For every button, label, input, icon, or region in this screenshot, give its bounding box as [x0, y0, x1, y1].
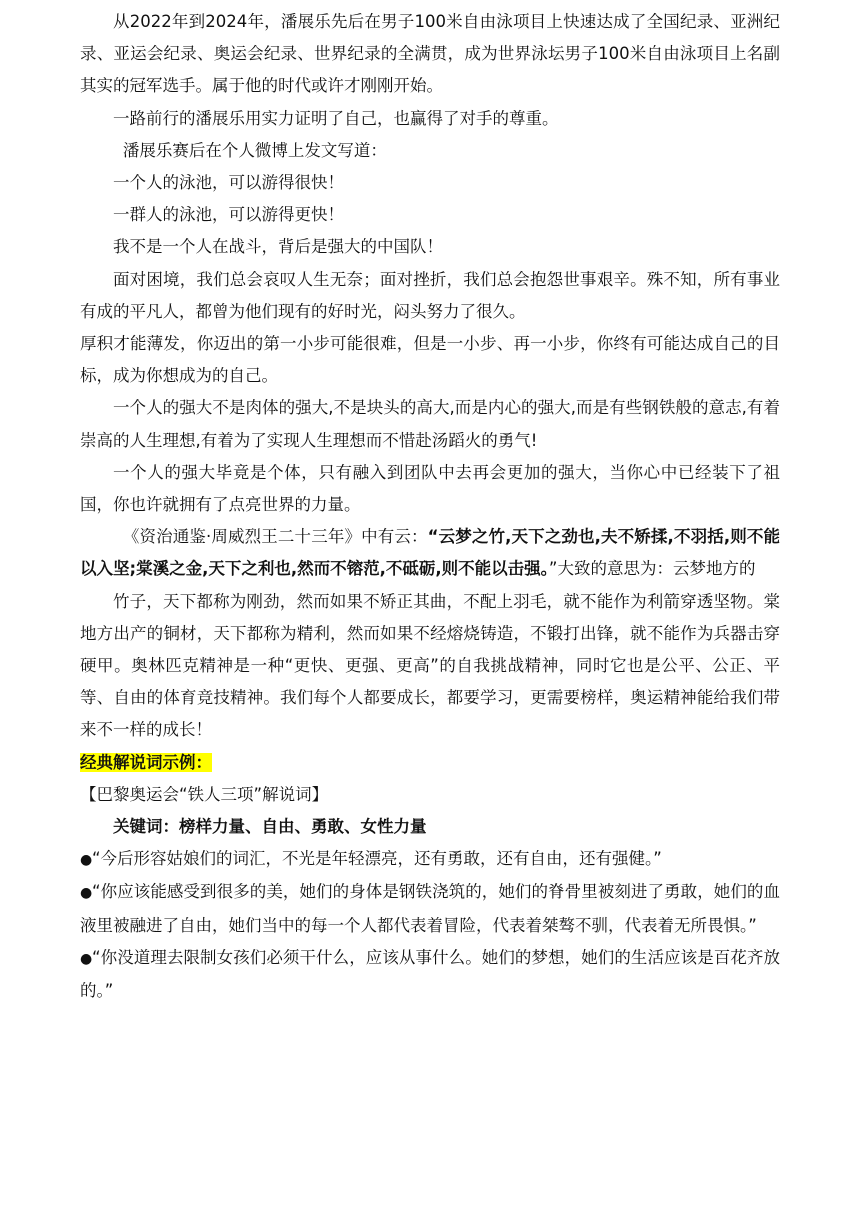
- commentary-quote-1: [80, 843, 780, 876]
- quote-text: “今后形容姑娘们的词汇，不光是年轻漂亮，还有勇敢，还有自由，还有强健。”: [92, 849, 662, 869]
- paragraph-team-strength: 一个人的强大毕竟是个体，只有融入到团队中去再会更加的强大，当你心中已经装下了祖国，你也许就拥有了点亮世界的力量。: [80, 462, 780, 515]
- paragraph-facing-hardship: 面对困境，我们总会哀叹人生无奈；面对挫折，我们总会抱怨世事艰辛。殊不知，所有事业有成的平凡人，都曾为他们现有的好时光，闷头努力了很久。: [80, 269, 780, 321]
- quote-text: “你应该能感受到很多的美，她们的身体是钢铁浇筑的，她们的脊骨里被刻进了勇敢，她们的血液里被融进了自由，她们当中的每一个人都代表着冒险，代表着桀骜不驯，代表着无所畏惧。”: [80, 882, 780, 935]
- section-heading-line: [80, 747, 780, 779]
- paragraph-inner-strength: 一个人的强大不是肉体的强大,不是块头的高大,而是内心的强大,而是有些钢铁般的意志,有着崇高的人生理想,有着为了实现人生理想而不惜赴汤蹈火的勇气!: [80, 398, 780, 450]
- paragraph-weibo-line-1: 一个人的泳池，可以游得很快！: [113, 173, 344, 193]
- paragraph-record-achievements: 从2022年到2024年，潘展乐先后在男子100米自由泳项目上快速达成了全国纪录、亚洲纪录、亚运会纪录、奥运会纪录、世界纪录的全满贯，成为世界泳坛男子100米自由泳项目上名副其实的冠军选手。属于他的时代或许才刚刚开始。: [80, 12, 780, 96]
- commentary-title: 【巴黎奥运会“铁人三项”解说词】: [80, 784, 329, 804]
- paragraph-weibo-line-3: 我不是一个人在战斗，背后是强大的中国队！: [113, 237, 443, 257]
- commentary-quote-3: [80, 942, 780, 1007]
- classical-quote: “云梦之竹,天下之劲也,夫不矫揉,不羽括,则不能以入坚;棠溪之金,天下之利也,然而不镕范,不砥砺,则不能以击强。: [80, 527, 781, 579]
- document-page: [80, 6, 780, 1007]
- paragraph-olympic-spirit: 竹子，天下都称为刚劲，然而如果不矫正其曲，不配上羽毛，就不能作为利箭穿透坚物。棠地方出产的铜材，天下都称为精利，然而如果不经熔烧铸造，不锻打出锋，就不能作为兵器击穿硬甲。奥林匹克精神是一种“更快、更强、更高”的自我挑战精神，同时它也是公平、公正、平等、自由的体育竞技精神。我们每个人都要成长，都要学习，更需要榜样，奥运精神能给我们带来不一样的成长！: [80, 591, 780, 740]
- commentary-quote-2: [80, 876, 780, 941]
- keywords-line: 关键词：榜样力量、自由、勇敢、女性力量: [113, 817, 427, 837]
- paragraph-weibo-line-2: 一群人的泳池，可以游得更快！: [113, 205, 344, 225]
- paragraph-earned-respect: 一路前行的潘展乐用实力证明了自己，也赢得了对手的尊重。: [113, 108, 559, 128]
- quote-source: 《资治通鉴·周威烈王二十三年》中有云：: [122, 527, 428, 547]
- quote-explanation: ”大致的意思为：云梦地方的: [548, 559, 756, 579]
- bullet-icon: ●: [80, 885, 93, 902]
- quote-text: “你没道理去限制女孩们必须干什么，应该从事什么。她们的梦想，她们的生活应该是百花齐放的。”: [80, 947, 780, 1001]
- paragraph-small-steps: 厚积才能薄发，你迈出的第一小步可能很难，但是一小步、再一小步，你终有可能达成自己的目标，成为你想成为的自己。: [80, 334, 780, 386]
- paragraph-zizhi-tongjian-quote: [80, 521, 780, 585]
- paragraph-weibo-intro: 潘展乐赛后在个人微博上发文写道：: [122, 140, 387, 160]
- section-heading-highlight: 经典解说词示例：: [80, 752, 212, 772]
- bullet-icon: ●: [80, 950, 93, 967]
- bullet-icon: ●: [80, 852, 93, 869]
